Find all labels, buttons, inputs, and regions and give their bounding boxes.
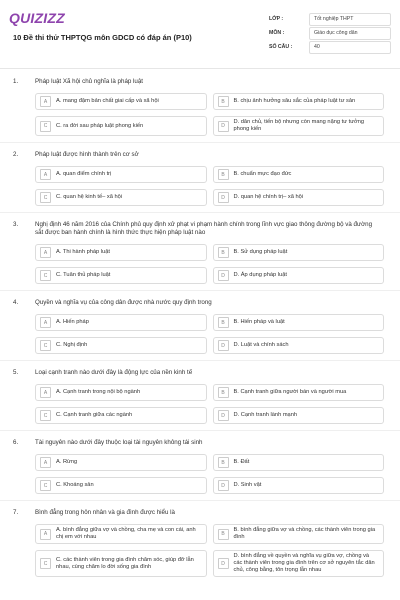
question-separator (0, 430, 400, 431)
question-number: 6. (13, 439, 19, 446)
question-separator (0, 500, 400, 501)
document-title: 10 Đề thi thử THPTQG môn GDCD có đáp án (P10) (13, 33, 192, 42)
question-header (0, 509, 400, 517)
answer-option-b[interactable] (213, 314, 385, 331)
answer-option-b[interactable] (213, 93, 385, 110)
question-text: Pháp luật được hình thành trên cơ sở (35, 151, 139, 158)
answer-option-a[interactable] (35, 314, 207, 331)
question-item (0, 299, 400, 361)
option-key-badge: B (218, 317, 229, 328)
question-header (0, 299, 400, 307)
meta-row-subject (267, 26, 391, 40)
question-list (0, 78, 400, 585)
question-text: Nghị định 46 năm 2016 của Chính phủ quy định xử phạt vi phạm hành chính trong lĩnh vực giao thông đường bộ và đường sắt được ban hành chính là hình thức thực hiện pháp luật nào (35, 221, 373, 236)
answer-option-b[interactable] (213, 166, 385, 183)
option-key-badge: C (40, 558, 51, 569)
answer-option-c[interactable] (35, 337, 207, 354)
option-text: B. Hiến pháp và luật (233, 319, 285, 325)
option-key-badge: B (218, 387, 229, 398)
option-text: A. mang đậm bản chất giai cấp và xã hội (56, 98, 159, 104)
option-text: B. chuẩn mực đạo đức (233, 171, 292, 177)
option-key-badge: A (40, 96, 51, 107)
option-key-badge: C (40, 121, 51, 132)
option-key-badge: C (40, 270, 51, 281)
option-key-badge: B (218, 247, 229, 258)
option-text: C. Cạnh tranh giữa các ngành (56, 412, 133, 418)
option-text: B. Đất (233, 459, 250, 465)
option-text: D. Sinh vật (233, 482, 262, 488)
option-key-badge: C (40, 340, 51, 351)
options-grid (0, 166, 400, 206)
option-text: A. Thi hành pháp luật (56, 249, 110, 255)
option-key-badge: D (218, 192, 229, 203)
option-key-badge: B (218, 169, 229, 180)
option-key-badge: D (218, 121, 229, 132)
answer-option-d[interactable] (213, 407, 385, 424)
option-text: C. Tuân thủ pháp luật (56, 272, 111, 278)
grade-value: Tốt nghiệp THPT (309, 13, 391, 26)
option-text: D. quan hệ chính trị– xã hội (233, 194, 304, 200)
answer-option-c[interactable] (35, 189, 207, 206)
options-grid (0, 524, 400, 577)
option-text: A. bình đẳng giữa vợ và chồng, cha mẹ và con cái, anh chị em với nhau (56, 527, 196, 540)
option-text: A. Rừng (56, 459, 78, 465)
option-key-badge: B (218, 96, 229, 107)
option-key-badge: A (40, 457, 51, 468)
count-label: SỐ CÂU : (269, 44, 293, 50)
question-header (0, 221, 400, 237)
option-key-badge: C (40, 410, 51, 421)
answer-option-a[interactable] (35, 93, 207, 110)
meta-row-grade (267, 12, 391, 26)
option-key-badge: A (40, 387, 51, 398)
option-text: A. Cạnh tranh trong nội bộ ngành (56, 389, 141, 395)
question-header (0, 151, 400, 159)
subject-label: MÔN : (269, 30, 285, 36)
question-separator (0, 290, 400, 291)
option-key-badge: D (218, 558, 229, 569)
question-number: 4. (13, 299, 19, 306)
question-item (0, 509, 400, 577)
options-grid (0, 454, 400, 494)
option-key-badge: A (40, 169, 51, 180)
option-key-badge: D (218, 340, 229, 351)
option-text: D. Cạnh tranh lành mạnh (233, 412, 298, 418)
count-value: 40 (309, 41, 391, 54)
option-key-badge: A (40, 317, 51, 328)
option-text: D. Luật và chính sách (233, 342, 289, 348)
options-grid (0, 384, 400, 424)
answer-option-a[interactable] (35, 384, 207, 401)
option-text: B. Sử dụng pháp luật (233, 249, 288, 255)
question-text: Quyền và nghĩa vụ của công dân được nhà nước quy định trong (35, 299, 212, 306)
option-text: C. các thành viên trong gia đình chăm sóc, giúp đỡ lẫn nhau, cùng chăm lo đời sống gia đình (56, 556, 194, 570)
answer-option-d[interactable] (213, 550, 385, 577)
answer-option-c[interactable] (35, 407, 207, 424)
question-number: 2. (13, 151, 19, 158)
options-grid (0, 244, 400, 284)
options-grid (0, 93, 400, 136)
answer-option-c[interactable] (35, 267, 207, 284)
answer-option-a[interactable] (35, 166, 207, 183)
meta-row-count (267, 40, 391, 54)
quizizz-logo[interactable]: QUIZIZZ (9, 10, 65, 26)
answer-option-c[interactable] (35, 550, 207, 577)
answer-option-c[interactable] (35, 116, 207, 136)
meta-panel (267, 12, 391, 54)
option-text: B. Cạnh tranh giữa người bán và người mua (233, 389, 347, 395)
option-text: C. quan hệ kinh tế– xã hội (56, 194, 123, 200)
question-item (0, 439, 400, 501)
subject-value: Giáo dục công dân (309, 27, 391, 40)
options-grid (0, 314, 400, 354)
question-number: 7. (13, 509, 19, 516)
option-key-badge: C (40, 192, 51, 203)
answer-option-a[interactable] (35, 244, 207, 261)
option-key-badge: C (40, 480, 51, 491)
answer-option-d[interactable] (213, 267, 385, 284)
question-header (0, 78, 400, 86)
answer-option-d[interactable] (213, 477, 385, 494)
option-text: B. chịu ảnh hưởng sâu sắc của pháp luật tư sản (233, 98, 356, 104)
question-separator (0, 212, 400, 213)
option-text: C. Khoáng sản (56, 482, 94, 488)
question-header (0, 439, 400, 447)
question-text: Tài nguyên nào dưới đây thuộc loại tài nguyên không tái sinh (35, 439, 203, 446)
question-text: Pháp luật Xã hội chủ nghĩa là pháp luật (35, 78, 144, 85)
option-text: D. dân chủ, tiến bộ nhưng còn mang nặng tư tưởng phong kiến (233, 119, 365, 132)
option-text: D. bình đẳng về quyền và nghĩa vụ giữa vợ, chồng và các thành viên trong gia đình trên cơ sở nguyên tắc dân chủ, công bằng, tôn trọng lẫn nhau (233, 553, 375, 573)
question-text: Loại cạnh tranh nào dưới đây là động lực của nền kinh tế (35, 369, 193, 376)
question-number: 1. (13, 78, 19, 85)
question-item (0, 151, 400, 213)
header-divider (0, 68, 400, 69)
question-item (0, 369, 400, 431)
option-key-badge: D (218, 480, 229, 491)
option-key-badge: D (218, 410, 229, 421)
question-number: 5. (13, 369, 19, 376)
answer-option-b[interactable] (213, 454, 385, 471)
header (0, 0, 400, 68)
answer-option-b[interactable] (213, 524, 385, 544)
answer-option-d[interactable] (213, 337, 385, 354)
option-text: A. Hiến pháp (56, 319, 89, 325)
option-key-badge: B (218, 457, 229, 468)
question-number: 3. (13, 221, 19, 228)
answer-option-d[interactable] (213, 189, 385, 206)
answer-option-a[interactable] (35, 454, 207, 471)
question-item (0, 78, 400, 143)
option-key-badge: A (40, 247, 51, 258)
answer-option-b[interactable] (213, 244, 385, 261)
answer-option-c[interactable] (35, 477, 207, 494)
option-text: A. quan điểm chính trị (56, 171, 112, 177)
option-key-badge: B (218, 529, 229, 540)
question-separator (0, 360, 400, 361)
option-text: C. ra đời sau pháp luật phong kiến (56, 122, 144, 129)
option-key-badge: D (218, 270, 229, 281)
option-key-badge: A (40, 529, 51, 540)
answer-option-d[interactable] (213, 116, 385, 136)
option-text: C. Nghị định (56, 342, 88, 348)
answer-option-b[interactable] (213, 384, 385, 401)
option-text: B. bình đẳng giữa vợ và chồng, các thành viên trong gia đình (233, 527, 376, 540)
grade-label: LỚP : (269, 16, 284, 22)
question-separator (0, 142, 400, 143)
option-text: D. Áp dụng pháp luật (233, 272, 287, 278)
question-header (0, 369, 400, 377)
answer-option-a[interactable] (35, 524, 207, 544)
question-text: Bình đẳng trong hôn nhân và gia đình được hiểu là (35, 509, 175, 516)
question-item (0, 221, 400, 291)
